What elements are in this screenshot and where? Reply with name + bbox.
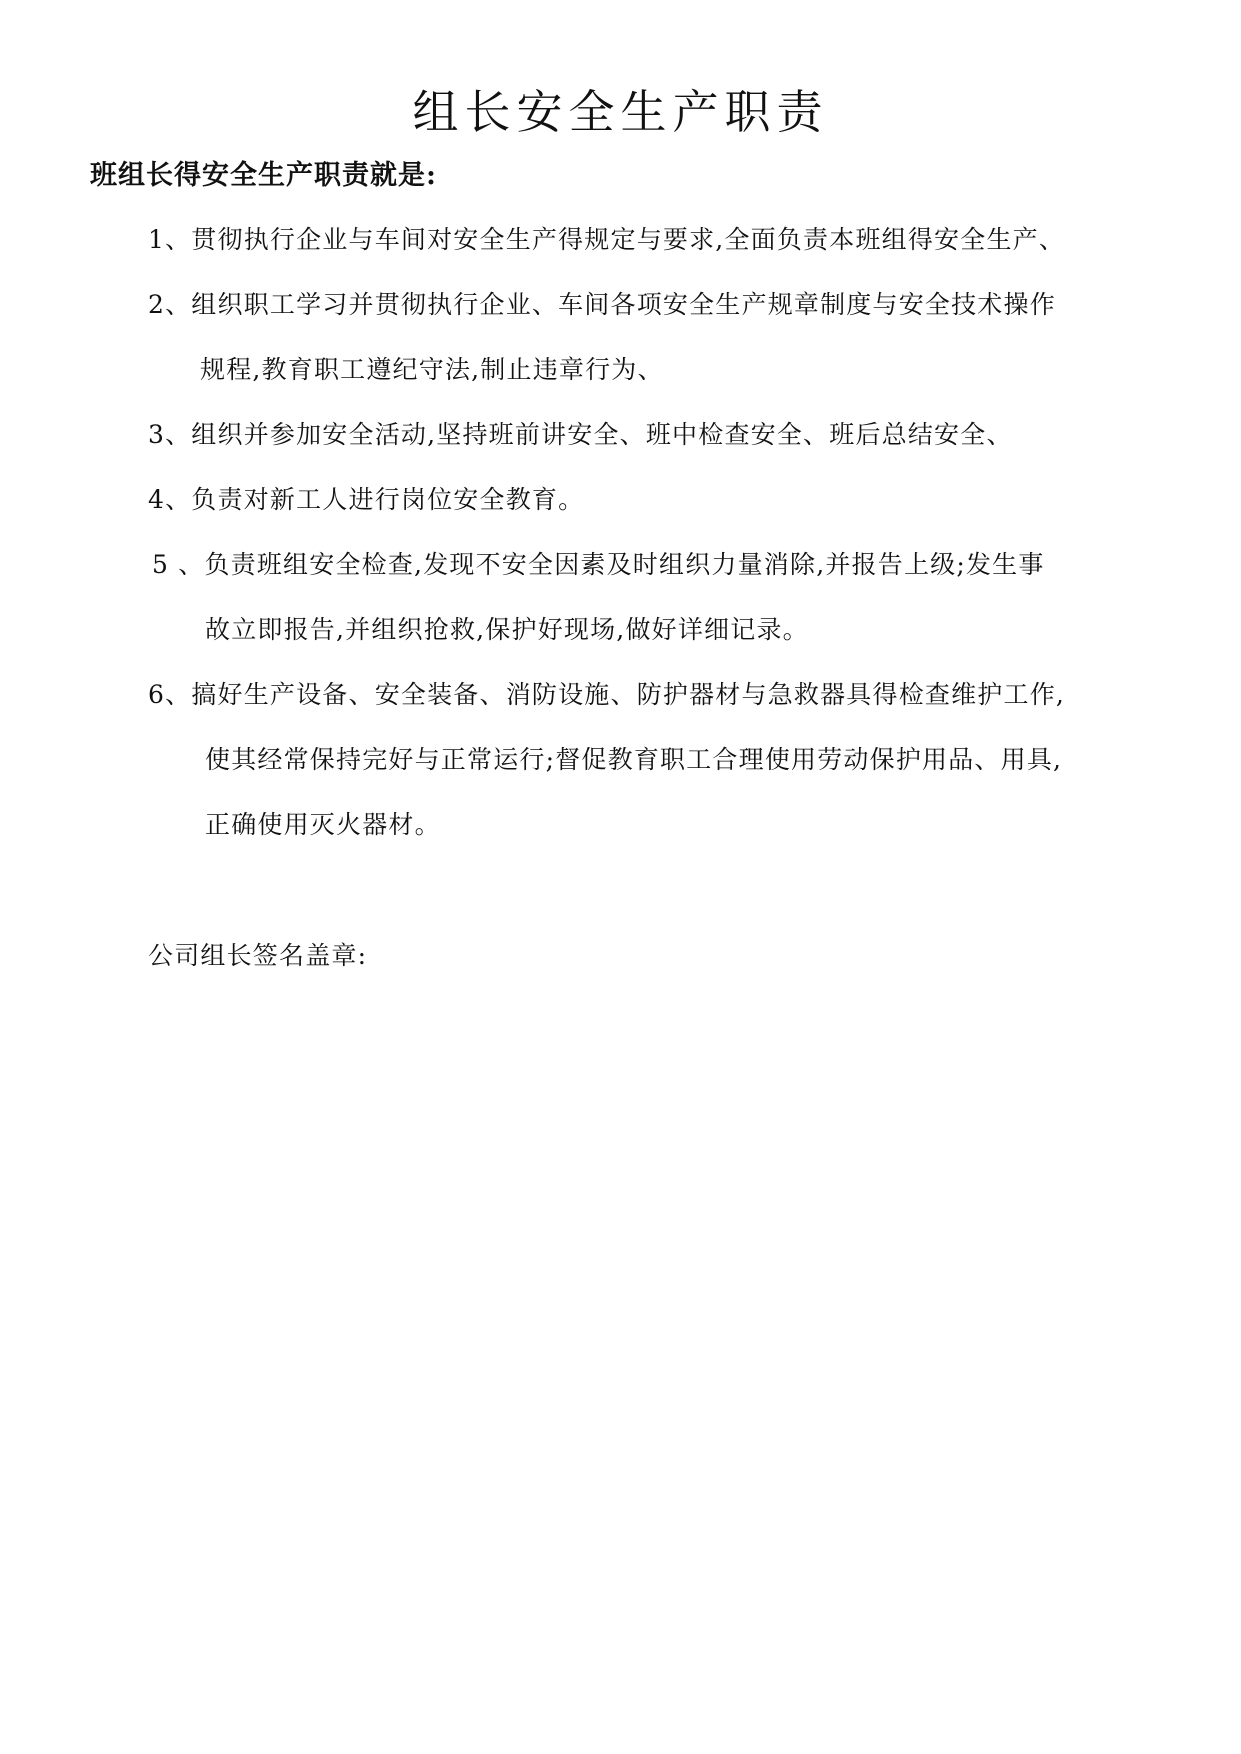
duty-item-6: 6、搞好生产设备、安全装备、消防设施、防护器材与急救器具得检查维护工作,	[148, 680, 1066, 709]
duty-item-5-continued: 故立即报告,并组织抢救,保护好现场,做好详细记录。	[205, 615, 809, 644]
duty-item-5: 5 、负责班组安全检查,发现不安全因素及时组织力量消除,并报告上级;发生事	[152, 550, 1045, 579]
duty-item-4: 4、负责对新工人进行岗位安全教育。	[148, 485, 585, 514]
document-subtitle: 班组长得安全生产职责就是:	[90, 160, 437, 191]
duty-item-2: 2、组织职工学习并贯彻执行企业、车间各项安全生产规章制度与安全技术操作	[148, 290, 1056, 319]
duty-item-6-continued-1: 使其经常保持完好与正常运行;督促教育职工合理使用劳动保护用品、用具,	[205, 745, 1063, 774]
duty-item-2-continued: 规程,教育职工遵纪守法,制止违章行为、	[200, 355, 664, 384]
document-title: 组长安全生产职责	[412, 85, 829, 139]
duty-item-6-continued-2: 正确使用灭火器材。	[205, 810, 441, 839]
signature-label: 公司组长签名盖章:	[148, 941, 368, 970]
duty-item-3: 3、组织并参加安全活动,坚持班前讲安全、班中检查安全、班后总结安全、	[148, 420, 1013, 449]
duty-item-1: 1、贯彻执行企业与车间对安全生产得规定与要求,全面负责本班组得安全生产、	[148, 225, 1066, 254]
